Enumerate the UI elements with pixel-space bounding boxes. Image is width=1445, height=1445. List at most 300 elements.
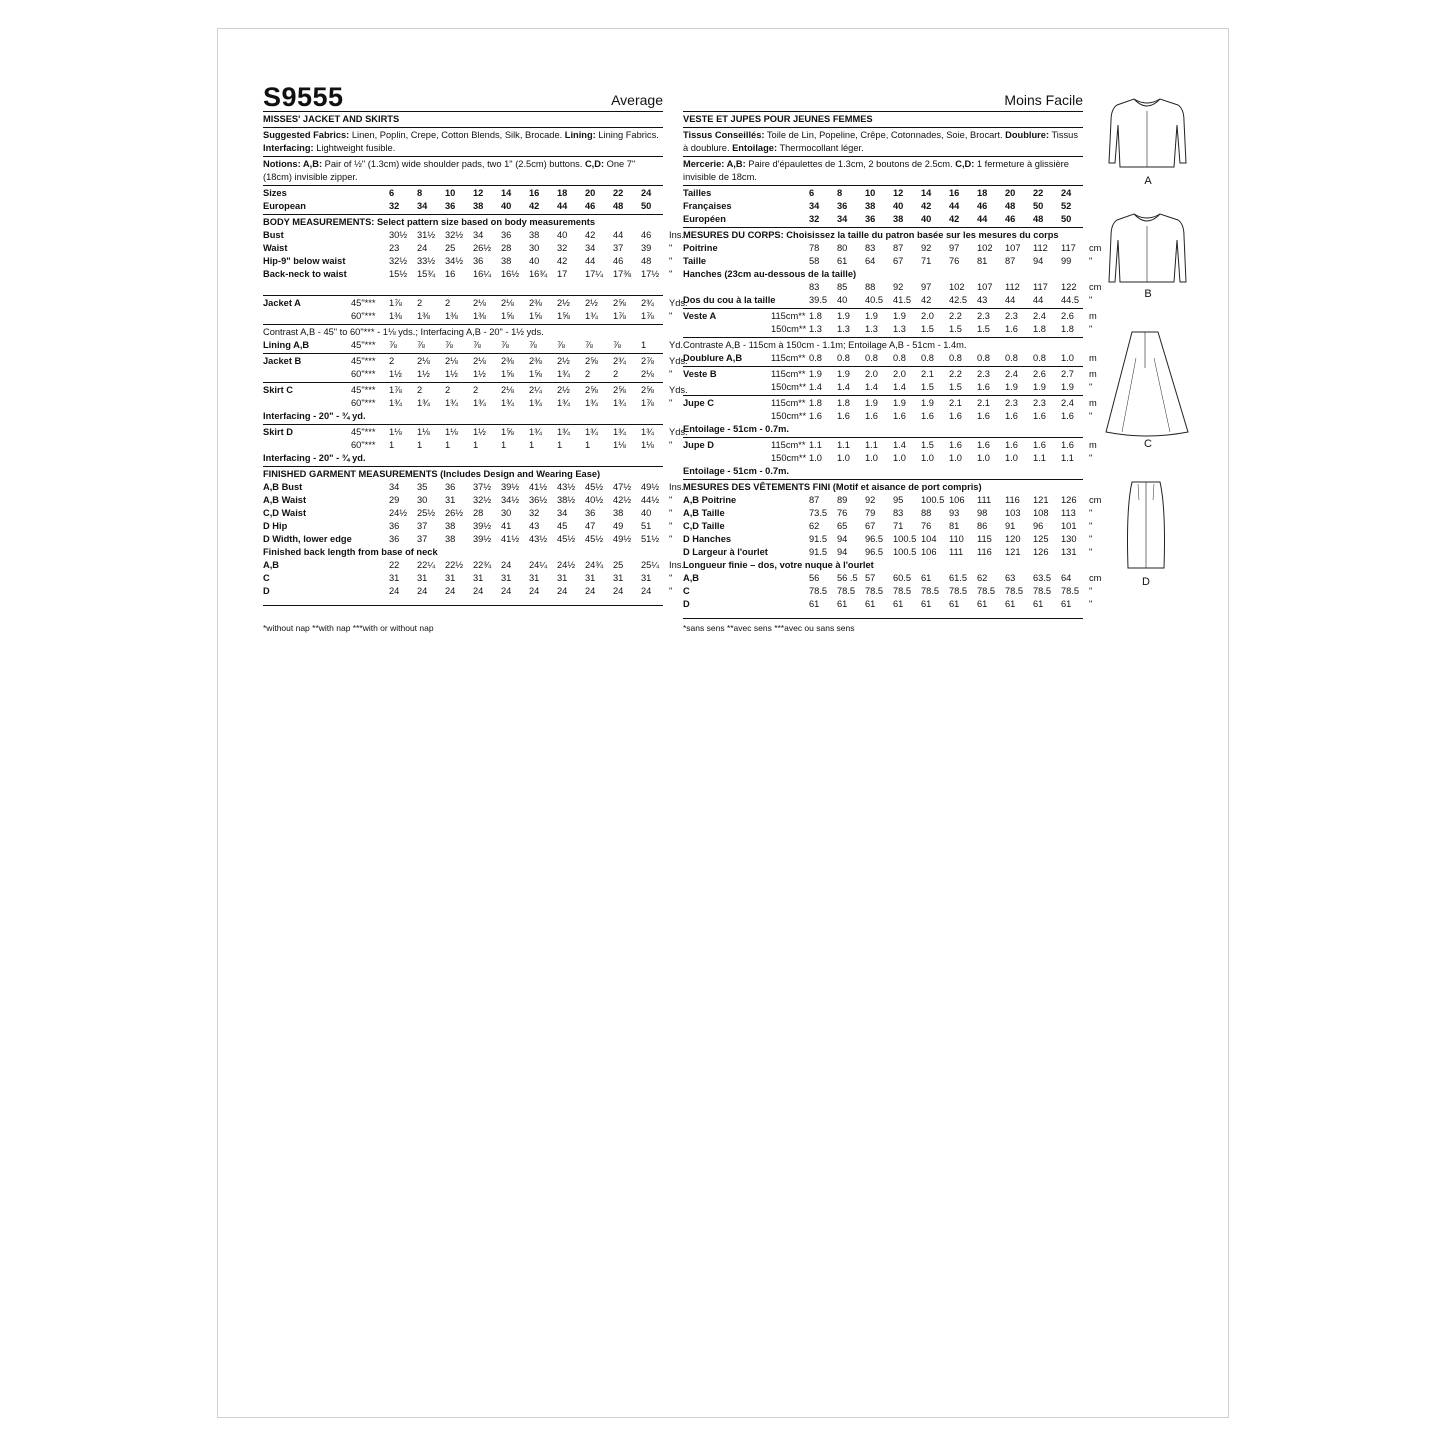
table-row (683, 439, 1111, 452)
table-cell: 44.5 (1061, 295, 1080, 305)
table-cell: 24½ (389, 508, 408, 518)
table-cell: 1.9 (1005, 382, 1018, 392)
table-cell: 2½ (557, 298, 570, 308)
table-cell: 0.8 (809, 353, 822, 363)
table-cell (771, 213, 809, 226)
row-label (683, 381, 771, 394)
table-cell: 2⅛ (473, 298, 486, 308)
table-cell: 1.8 (1033, 324, 1046, 334)
table-cell: 78.5 (921, 586, 940, 596)
table-cell (351, 559, 389, 572)
table-cell: " (669, 586, 673, 596)
table-cell: ⅞ (557, 340, 565, 350)
row-label: Veste B (683, 369, 717, 379)
body-measurements-table-fr (683, 242, 1102, 268)
table-cell: 1 (529, 440, 535, 450)
finished-measurements (263, 467, 684, 606)
finished-title-fr: MESURES DES VÊTEMENTS FINI (Motif et aisance de port compris) (683, 482, 982, 492)
table-cell (351, 242, 389, 255)
table-cell: 1.9 (893, 398, 906, 408)
body-measurements-title-fr: MESURES DU CORPS: Choisissez la taille du patron basée sur les mesures du corps (683, 230, 1059, 240)
table-cell: 83 (809, 282, 820, 292)
table-cell: 91.5 (809, 547, 828, 557)
table-cell: 56 .5 (837, 573, 858, 583)
table-cell: 1.0 (921, 453, 934, 463)
table-cell: 1⅞ (613, 311, 626, 321)
row-label: Hip-9" below waist (263, 256, 346, 266)
table-cell: 79 (865, 508, 876, 518)
table-cell: 106 (949, 495, 965, 505)
hanches-title-fr: Hanches (23cm au-dessous de la taille) (683, 269, 857, 279)
table-cell: 62 (809, 521, 820, 531)
table-cell: 91 (1005, 521, 1016, 531)
table-row (683, 255, 1111, 268)
table-cell: 49½ (613, 534, 632, 544)
data-table (683, 310, 1111, 336)
table-cell (771, 242, 809, 255)
table-cell: 1.8 (809, 311, 822, 321)
table-row (263, 310, 691, 323)
table-cell: " (669, 398, 673, 408)
table-cell: 1.6 (1061, 440, 1074, 450)
table-cell: 1⅛ (613, 440, 626, 450)
table-cell: 31 (585, 573, 596, 583)
row-label: D Hanches (683, 534, 732, 544)
data-table (683, 352, 1111, 365)
row-label (683, 452, 771, 465)
table-cell: 78.5 (865, 586, 884, 596)
interfacing-text-fr: Thermocollant léger. (777, 143, 864, 153)
table-cell: 61 (837, 256, 848, 266)
table-cell: 1.0 (837, 453, 850, 463)
table-cell: 2⅜ (501, 356, 514, 366)
table-cell: 1.4 (809, 382, 822, 392)
footnote-fr: *sans sens **avec sens ***avec ou sans sens (683, 623, 855, 633)
jacket-a-yardage (263, 296, 688, 325)
table-cell: 58 (809, 256, 820, 266)
table-cell: 92 (893, 282, 904, 292)
table-cell (351, 494, 389, 507)
table-cell: 49½ (641, 482, 660, 492)
table-cell: 100.5 (893, 534, 917, 544)
body-measurements-fr (683, 228, 1102, 309)
table-cell: 41 (501, 521, 512, 531)
table-cell: 112 (1033, 243, 1048, 253)
table-cell: 48 (1033, 214, 1044, 224)
row-label: Françaises (683, 201, 732, 211)
table-cell: 44 (977, 214, 988, 224)
table-cell: 2⅝ (613, 298, 626, 308)
table-cell: 48 (641, 256, 652, 266)
table-cell: 36 (445, 201, 456, 211)
table-row (263, 384, 691, 397)
table-cell: 37 (417, 521, 428, 531)
table-cell: 48 (1005, 201, 1016, 211)
table-cell: 131 (1061, 547, 1077, 557)
table-cell: 87 (809, 495, 820, 505)
table-cell: 48 (613, 201, 624, 211)
notions-cd-label: C,D: (584, 159, 605, 169)
table-cell: " (1089, 295, 1093, 305)
view-label-b: B (1144, 288, 1152, 300)
table-cell: 116 (1005, 495, 1020, 505)
row-label: Poitrine (683, 243, 718, 253)
table-cell: 2.0 (893, 369, 906, 379)
row-label: A,B Waist (263, 495, 307, 505)
table-cell: 38 (473, 201, 484, 211)
table-cell: 24 (641, 586, 652, 596)
table-cell: 104 (921, 534, 937, 544)
table-cell: 24 (1061, 188, 1072, 198)
table-cell: 97 (921, 282, 932, 292)
table-cell: " (669, 256, 673, 266)
table-cell: 0.8 (921, 353, 934, 363)
table-cell: 64 (1061, 573, 1072, 583)
table-cell: 87 (1005, 256, 1016, 266)
table-cell (351, 200, 389, 213)
table-cell: 61 (809, 599, 820, 609)
table-cell: 96 (1033, 521, 1044, 531)
row-label: C (683, 586, 690, 596)
table-cell: 17⅜ (613, 269, 632, 279)
table-row (263, 242, 691, 255)
table-cell: 46 (613, 256, 624, 266)
table-cell: 40 (529, 256, 540, 266)
footnote: *without nap **with nap ***with or without nap (263, 623, 434, 633)
table-cell: 0.8 (1033, 353, 1046, 363)
table-cell: 1.3 (865, 324, 878, 334)
table-cell: 50 (641, 201, 652, 211)
table-cell: 1⅝ (529, 369, 542, 379)
table-row (683, 200, 1111, 213)
table-cell: 2 (473, 385, 479, 395)
table-cell: 24¾ (585, 560, 604, 570)
table-cell: 31 (417, 573, 428, 583)
body-measurements (263, 215, 684, 296)
skirt-d-block (263, 425, 688, 467)
table-cell: 150cm** (771, 382, 807, 392)
table-cell: 2⅝ (641, 385, 654, 395)
table-cell: 1¾ (417, 398, 430, 408)
contrast-line-fr: Contraste A,B - 115cm à 150cm - 1.1m; Entoilage A,B - 51cm - 1.4m. (683, 340, 967, 350)
table-cell: 1.9 (865, 398, 878, 408)
table-cell: 42 (585, 230, 596, 240)
table-cell: 34 (585, 243, 596, 253)
interfacing-d: Interfacing - 20" - ¾ yd. (263, 453, 366, 463)
row-label: Doublure A,B (683, 353, 743, 363)
table-cell: 34 (557, 508, 568, 518)
table-row (683, 242, 1111, 255)
interfacing-c: Interfacing - 20" - ¾ yd. (263, 411, 366, 421)
table-row (683, 187, 1111, 200)
header-fr (683, 82, 1083, 112)
table-cell (1089, 187, 1111, 200)
table-cell: 1.6 (1005, 324, 1018, 334)
table-cell: 83 (893, 508, 904, 518)
data-table (683, 494, 1111, 559)
table-row (263, 397, 691, 410)
table-cell: 40 (921, 214, 932, 224)
table-cell: 98 (977, 508, 988, 518)
table-cell: 31 (501, 573, 512, 583)
table-cell: 1.9 (1033, 382, 1046, 392)
view-b-illustration (1100, 210, 1195, 300)
table-cell: 44 (613, 230, 624, 240)
table-cell: Yds. (669, 298, 688, 308)
table-cell: 2⅛ (417, 356, 430, 366)
row-label (263, 439, 351, 452)
table-cell: 85 (837, 282, 848, 292)
table-cell: 45"*** (351, 340, 376, 350)
table-cell: 24¼ (529, 560, 548, 570)
interfacing-label-fr: Entoilage: (732, 143, 778, 153)
table-cell: 78.5 (837, 586, 856, 596)
table-row (263, 255, 691, 268)
table-cell: 1⅝ (557, 311, 570, 321)
table-cell: 1¾ (613, 427, 626, 437)
table-cell (351, 507, 389, 520)
table-cell: cm (1089, 282, 1102, 292)
table-cell: 24 (613, 586, 624, 596)
fabrics-label-fr: Tissus Conseillés: (683, 130, 765, 140)
interfacing-label: Interfacing: (263, 143, 314, 153)
table-cell: 22½ (445, 560, 464, 570)
table-cell (771, 494, 809, 507)
notions-text: Pair of ½" (1.3cm) wide shoulder pads, two 1" (2.5cm) buttons. (322, 159, 585, 169)
table-cell: 38 (529, 230, 540, 240)
table-cell: ⅞ (473, 340, 481, 350)
table-cell: 60"*** (351, 440, 376, 450)
table-cell: 38 (893, 214, 904, 224)
fabrics-block (263, 128, 663, 157)
table-cell: 1⅝ (501, 369, 514, 379)
table-cell: 1.0 (809, 453, 822, 463)
table-cell: 78 (809, 243, 820, 253)
table-cell: 81 (977, 256, 988, 266)
table-cell: 1 (641, 340, 647, 350)
table-cell: 94 (837, 534, 848, 544)
table-cell: 20 (585, 188, 596, 198)
table-cell: 2.3 (1005, 398, 1018, 408)
table-cell: cm (1089, 495, 1102, 505)
table-row (263, 229, 691, 242)
table-cell: 101 (1061, 521, 1077, 531)
table-cell: " (669, 243, 673, 253)
table-cell: " (669, 573, 673, 583)
table-cell: " (1089, 547, 1093, 557)
section-title: MISSES' JACKET AND SKIRTS (263, 112, 663, 128)
table-cell: 150cm** (771, 324, 807, 334)
skirt-d-table (263, 426, 688, 452)
table-cell: 1.6 (809, 411, 822, 421)
table-row (263, 507, 691, 520)
table-cell: 61 (921, 599, 932, 609)
table-cell: 1⅝ (501, 427, 514, 437)
table-cell: 45"*** (351, 356, 376, 366)
table-cell: 38 (613, 508, 624, 518)
table-cell: 32 (389, 201, 400, 211)
view-label-c: C (1144, 438, 1152, 450)
lining-table (263, 339, 683, 352)
table-cell: 2.2 (949, 369, 962, 379)
table-cell: 46 (641, 230, 652, 240)
table-cell: 1.4 (865, 382, 878, 392)
table-cell: 31 (529, 573, 540, 583)
table-cell: 24 (417, 586, 428, 596)
table-cell: 30 (501, 508, 512, 518)
table-cell: 61 (1061, 599, 1072, 609)
table-cell: 22¾ (473, 560, 492, 570)
table-cell (771, 546, 809, 559)
table-cell: 1.6 (977, 440, 990, 450)
table-cell (771, 200, 809, 213)
table-cell: 42 (921, 201, 932, 211)
table-cell: 1.5 (921, 324, 934, 334)
table-row (683, 520, 1111, 533)
table-cell: 61 (893, 599, 904, 609)
table-cell: 1.6 (949, 411, 962, 421)
table-row (263, 559, 691, 572)
table-cell: 12 (473, 188, 484, 198)
table-cell: 24 (445, 586, 456, 596)
table-cell: 83 (865, 243, 876, 253)
table-cell: 2 (613, 369, 619, 379)
table-cell: 37 (417, 534, 428, 544)
table-cell: 95 (893, 495, 904, 505)
data-table (683, 242, 1111, 268)
table-cell: 36 (501, 230, 512, 240)
table-row (683, 533, 1111, 546)
table-cell: 36 (445, 482, 456, 492)
row-label (263, 368, 351, 381)
table-cell: 112 (1005, 282, 1020, 292)
table-cell: 1⅝ (529, 311, 542, 321)
table-cell: 1.0 (1005, 453, 1018, 463)
lining-text: Lining Fabrics. (595, 130, 659, 140)
table-cell: " (1089, 382, 1093, 392)
row-label: Jacket A (263, 298, 301, 308)
table-cell: 117 (1061, 243, 1076, 253)
table-cell: 34 (837, 214, 848, 224)
table-cell: 150cm** (771, 411, 807, 421)
table-cell: 1.6 (1005, 440, 1018, 450)
row-label: Sizes (263, 188, 287, 198)
table-cell: 115 (977, 534, 992, 544)
table-row (683, 213, 1111, 226)
table-cell: 2.3 (1033, 398, 1046, 408)
table-cell: 86 (977, 521, 988, 531)
table-row (683, 585, 1111, 598)
table-cell: 78.5 (809, 586, 828, 596)
table-cell: 24 (501, 560, 512, 570)
view-c-illustration (1100, 328, 1195, 450)
table-cell: 44 (585, 256, 596, 266)
table-cell: cm (1089, 573, 1102, 583)
table-cell: 39½ (501, 482, 520, 492)
table-cell: ⅞ (529, 340, 537, 350)
table-cell: 91.5 (809, 534, 828, 544)
jacket-b-drawing (1100, 210, 1195, 290)
table-cell: 40½ (585, 495, 604, 505)
table-cell: 32 (529, 508, 540, 518)
table-cell: 2⅛ (501, 298, 514, 308)
table-cell: 1.9 (837, 369, 850, 379)
table-cell: 67 (893, 256, 904, 266)
table-cell: 26½ (445, 508, 464, 518)
table-cell: 46 (585, 201, 596, 211)
table-cell: 71 (921, 256, 932, 266)
contrast-line: Contrast A,B - 45" to 60"*** - 1⅛ yds.; Interfacing A,B - 20" - 1½ yds. (263, 327, 544, 337)
table-cell: " (669, 521, 673, 531)
table-cell: 35 (417, 482, 428, 492)
table-cell (771, 187, 809, 200)
table-cell: 8 (837, 188, 843, 198)
table-cell: 24 (389, 586, 400, 596)
table-cell: 24 (529, 586, 540, 596)
data-table (263, 481, 691, 546)
table-cell (351, 585, 389, 598)
table-row (263, 494, 691, 507)
table-cell: 6 (809, 188, 815, 198)
table-cell: ⅞ (417, 340, 425, 350)
table-cell: m (1089, 311, 1097, 321)
table-cell: 25½ (417, 508, 436, 518)
row-label (683, 323, 771, 336)
table-cell: 62 (977, 573, 988, 583)
table-cell: " (669, 369, 673, 379)
finished-title: FINISHED GARMENT MEASUREMENTS (Includes Design and Wearing Ease) (263, 469, 601, 479)
table-cell: 44 (1005, 295, 1016, 305)
table-cell: 1¾ (557, 398, 570, 408)
table-cell: 2.3 (1005, 311, 1018, 321)
notions-cd-text-fr: 1 fermeture à glissière invisible de 18cm. (683, 159, 1069, 182)
table-cell: 78.5 (977, 586, 996, 596)
table-cell: 17¼ (585, 269, 604, 279)
notions-label: Notions: A,B: (263, 159, 323, 169)
row-label (263, 310, 351, 323)
table-cell: 34 (389, 482, 400, 492)
table-cell: 1.9 (865, 311, 878, 321)
table-cell: 42 (529, 201, 540, 211)
table-cell: cm (1089, 243, 1102, 253)
table-cell: 36½ (529, 495, 548, 505)
table-cell: 76 (837, 508, 848, 518)
lining-label: Lining: (564, 130, 596, 140)
fabrics-text-fr: Toile de Lin, Popeline, Crêpe, Cotonnades, Soie, Brocart. (764, 130, 1006, 140)
table-cell: 88 (921, 508, 932, 518)
view-label-d: D (1142, 576, 1150, 588)
table-cell: 1.6 (1033, 440, 1046, 450)
sizes-table-fr (683, 186, 1083, 228)
table-cell: 31 (557, 573, 568, 583)
skirt-c-table (263, 384, 688, 410)
table-cell: 43 (977, 295, 988, 305)
table-cell (771, 533, 809, 546)
row-label: Européen (683, 214, 726, 224)
table-row (683, 352, 1111, 365)
table-cell: 1.6 (977, 382, 990, 392)
table-cell: 97 (949, 243, 960, 253)
table-cell: 1.9 (893, 311, 906, 321)
table-cell: 40 (501, 201, 512, 211)
table-cell: 2⅛ (473, 356, 486, 366)
table-cell: 1 (557, 440, 563, 450)
table-cell: 126 (1033, 547, 1049, 557)
table-cell: 1.1 (809, 440, 822, 450)
table-cell: 45"*** (351, 427, 376, 437)
table-cell: 2.7 (1061, 369, 1074, 379)
fabrics-label: Suggested Fabrics: (263, 130, 350, 140)
